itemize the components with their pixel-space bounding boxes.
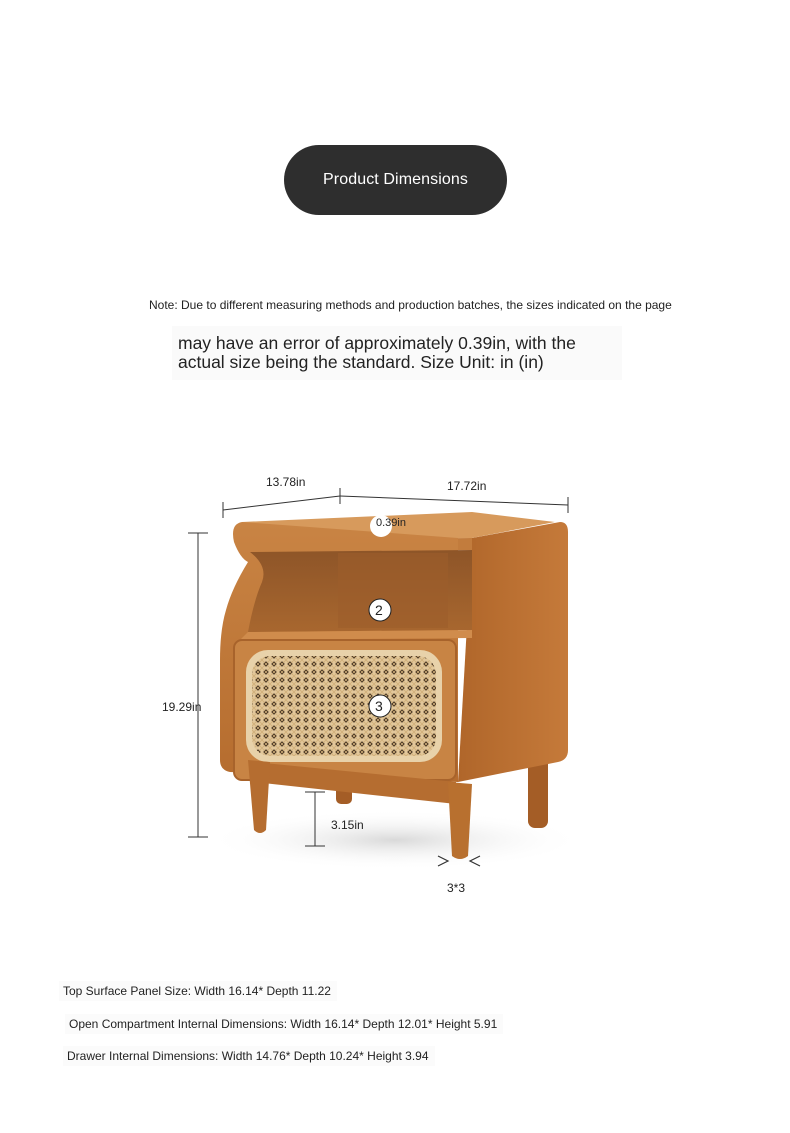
marker-2-label: 2 [375,602,383,618]
width-label: 17.72in [447,479,487,493]
width-dimension-line [340,496,568,505]
badge-title: Product Dimensions [323,171,468,188]
spec-open-compartment: Open Compartment Internal Dimensions: Width 16.14* Depth 12.01* Height 5.91 [65,1014,503,1034]
product-dimensions-badge [284,145,507,215]
rattan-panel [252,656,436,756]
leg-height-label: 3.15in [331,818,364,832]
height-label: 19.29in [162,700,202,714]
leg-section-label: 3*3 [447,881,466,895]
note-text-line1: Note: Due to different measuring methods and production batches, the sizes indicated on the page [149,298,672,312]
note-text-line3: actual size being the standard. Size Unit: in (in) [178,352,544,372]
nightstand-dimension-diagram [150,460,610,910]
depth-dimension-line [223,496,340,510]
depth-label: 13.78in [266,475,306,489]
note-text-block [172,326,622,380]
marker-3-label: 3 [375,698,383,714]
front-leg-right [448,782,472,859]
spec-drawer: Drawer Internal Dimensions: Width 14.76* Depth 10.24* Height 3.94 [63,1046,435,1066]
side-panel [458,522,568,782]
spec-top-panel: Top Surface Panel Size: Width 16.14* Depth 11.22 [59,981,337,1001]
top-thickness-label: 0.39in [376,517,406,529]
note-text-line2: may have an error of approximately 0.39in, with the [178,333,576,353]
